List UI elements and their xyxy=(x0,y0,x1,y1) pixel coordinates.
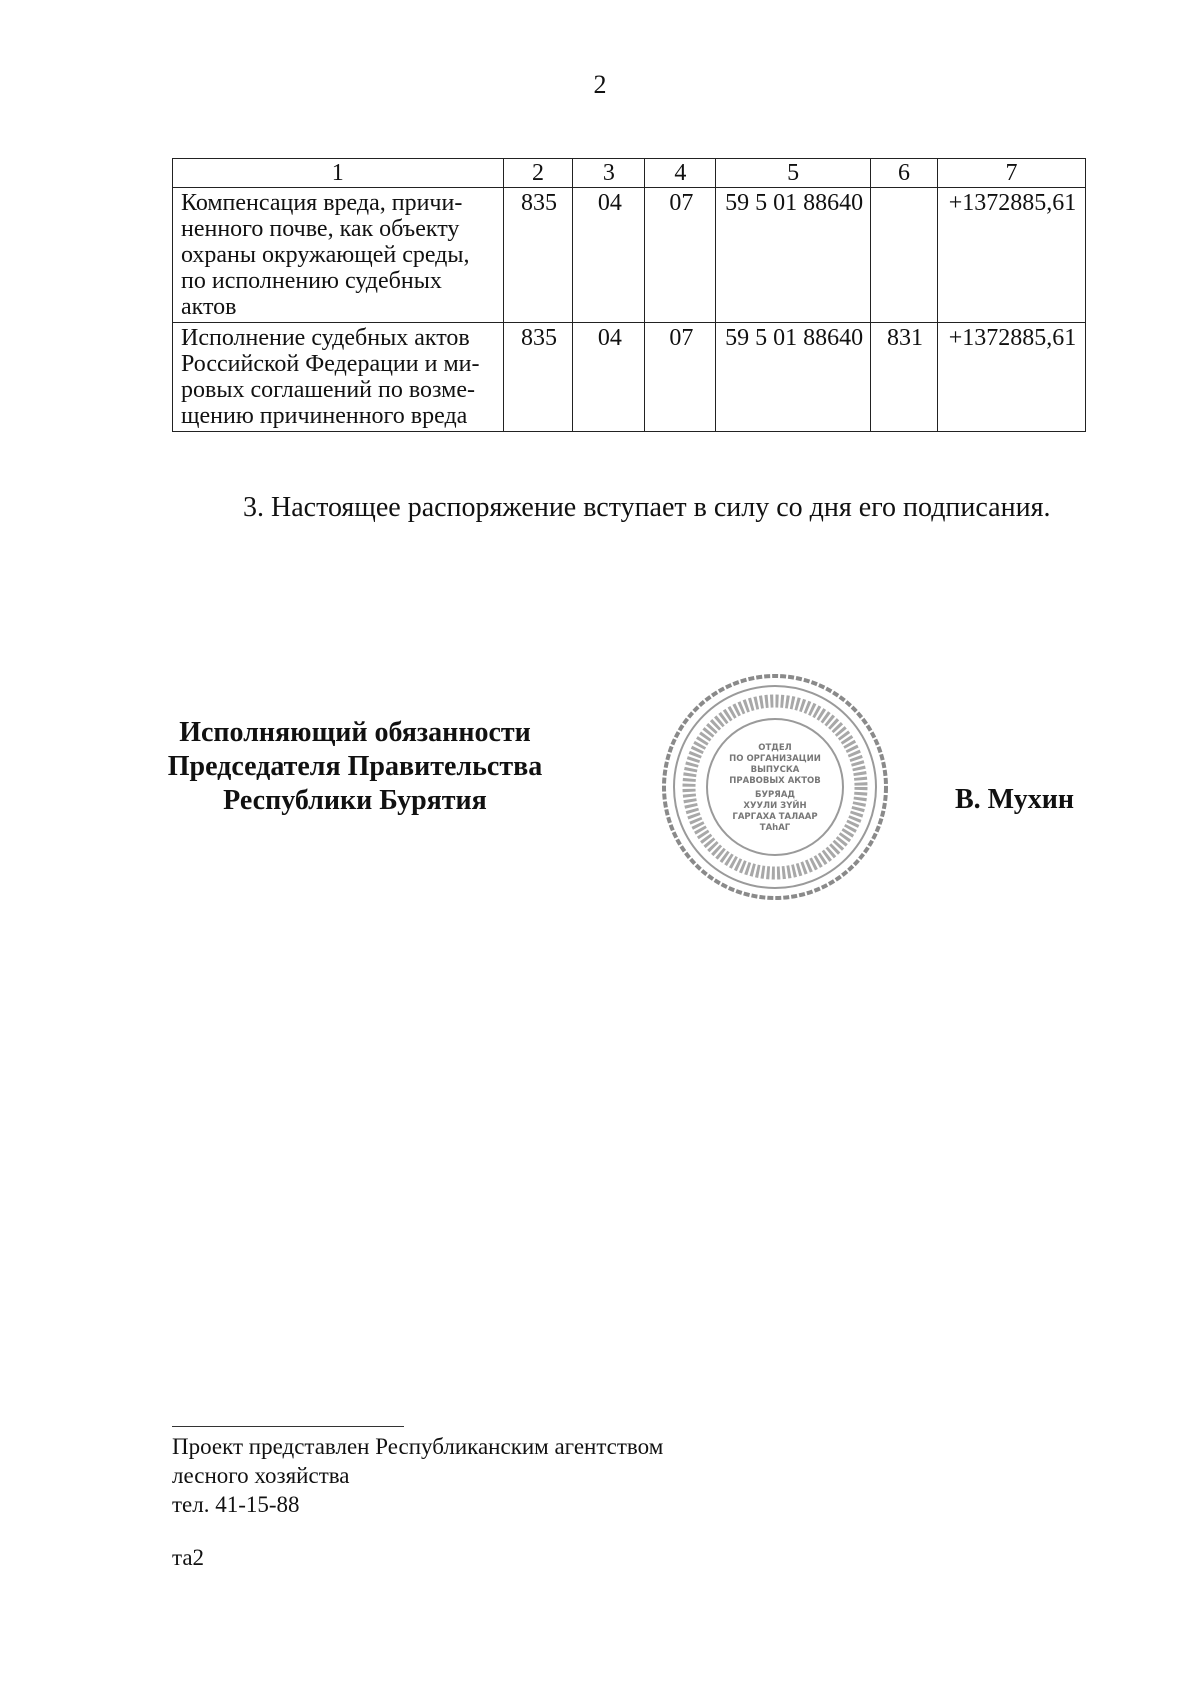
seal-line: ГАРГАХА ТАЛААР xyxy=(732,812,818,822)
cell-col7: +1372885,61 xyxy=(937,188,1085,323)
cell-col4: 07 xyxy=(645,323,716,432)
description-line: охраны окружающей среды, xyxy=(181,242,470,268)
seal-line: ВЫПУСКА xyxy=(750,765,800,775)
cell-col3: 04 xyxy=(573,323,645,432)
header-cell: 7 xyxy=(937,159,1085,188)
description-line: ровых соглашений по возме- xyxy=(181,377,476,403)
cell-col2: 835 xyxy=(503,188,573,323)
description-line: Компенсация вреда, причи- xyxy=(181,190,463,216)
position-line: Исполняющий обязанности xyxy=(179,717,531,748)
cell-col5: 59 5 01 88640 xyxy=(716,323,871,432)
header-cell: 1 xyxy=(173,159,504,188)
description-line: актов xyxy=(181,294,237,320)
header-cell: 6 xyxy=(871,159,938,188)
seal-line: ТАһАГ xyxy=(759,823,791,833)
description-line: Исполнение судебных актов xyxy=(181,325,470,351)
header-cell: 5 xyxy=(716,159,871,188)
table-header-row xyxy=(173,159,1086,188)
cell-col5: 59 5 01 88640 xyxy=(716,188,871,323)
seal-line: ОТДЕЛ xyxy=(758,743,792,753)
footer-line: Проект представлен Республиканским агентством xyxy=(172,1434,664,1459)
description-line: по исполнению судебных xyxy=(181,268,442,294)
cell-col6: 831 xyxy=(871,323,938,432)
signatory-name: В. Мухин xyxy=(955,784,1074,815)
description-line: ненного почве, как объекту xyxy=(181,216,460,242)
clause-text: 3. Настоящее распоряжение вступает в силу со дня его подписания. xyxy=(243,492,1051,523)
document-code: та2 xyxy=(172,1545,205,1570)
header-cell: 3 xyxy=(573,159,645,188)
position-line: Председателя Правительства xyxy=(167,751,543,782)
seal-line: ПО ОРГАНИЗАЦИИ xyxy=(729,754,821,764)
footer-note xyxy=(172,1432,663,1519)
footer-divider xyxy=(172,1426,404,1427)
cell-col7: +1372885,61 xyxy=(937,323,1085,432)
table-row xyxy=(173,188,1086,323)
cell-col6 xyxy=(871,188,938,323)
description-line: Российской Федерации и ми- xyxy=(181,351,480,377)
table-row xyxy=(173,323,1086,432)
row-description xyxy=(173,323,504,432)
page-number: 2 xyxy=(593,70,607,99)
signatory-position xyxy=(150,716,560,818)
seal-line: БУРЯАД xyxy=(755,790,795,800)
cell-col4: 07 xyxy=(645,188,716,323)
seal-line: ХУУЛИ ЗҮЙН xyxy=(743,801,807,811)
position-line: Республики Бурятия xyxy=(223,785,487,816)
seal-line: ПРАВОВЫХ АКТОВ xyxy=(729,776,821,786)
cell-col2: 835 xyxy=(503,323,573,432)
description-line: щению причиненного вреда xyxy=(181,403,468,429)
header-cell: 2 xyxy=(503,159,573,188)
row-description xyxy=(173,188,504,323)
header-cell: 4 xyxy=(645,159,716,188)
footer-line: тел. 41-15-88 xyxy=(172,1492,300,1517)
budget-table xyxy=(172,158,1086,432)
official-seal xyxy=(660,672,890,902)
cell-col3: 04 xyxy=(573,188,645,323)
footer-line: лесного хозяйства xyxy=(172,1463,350,1488)
